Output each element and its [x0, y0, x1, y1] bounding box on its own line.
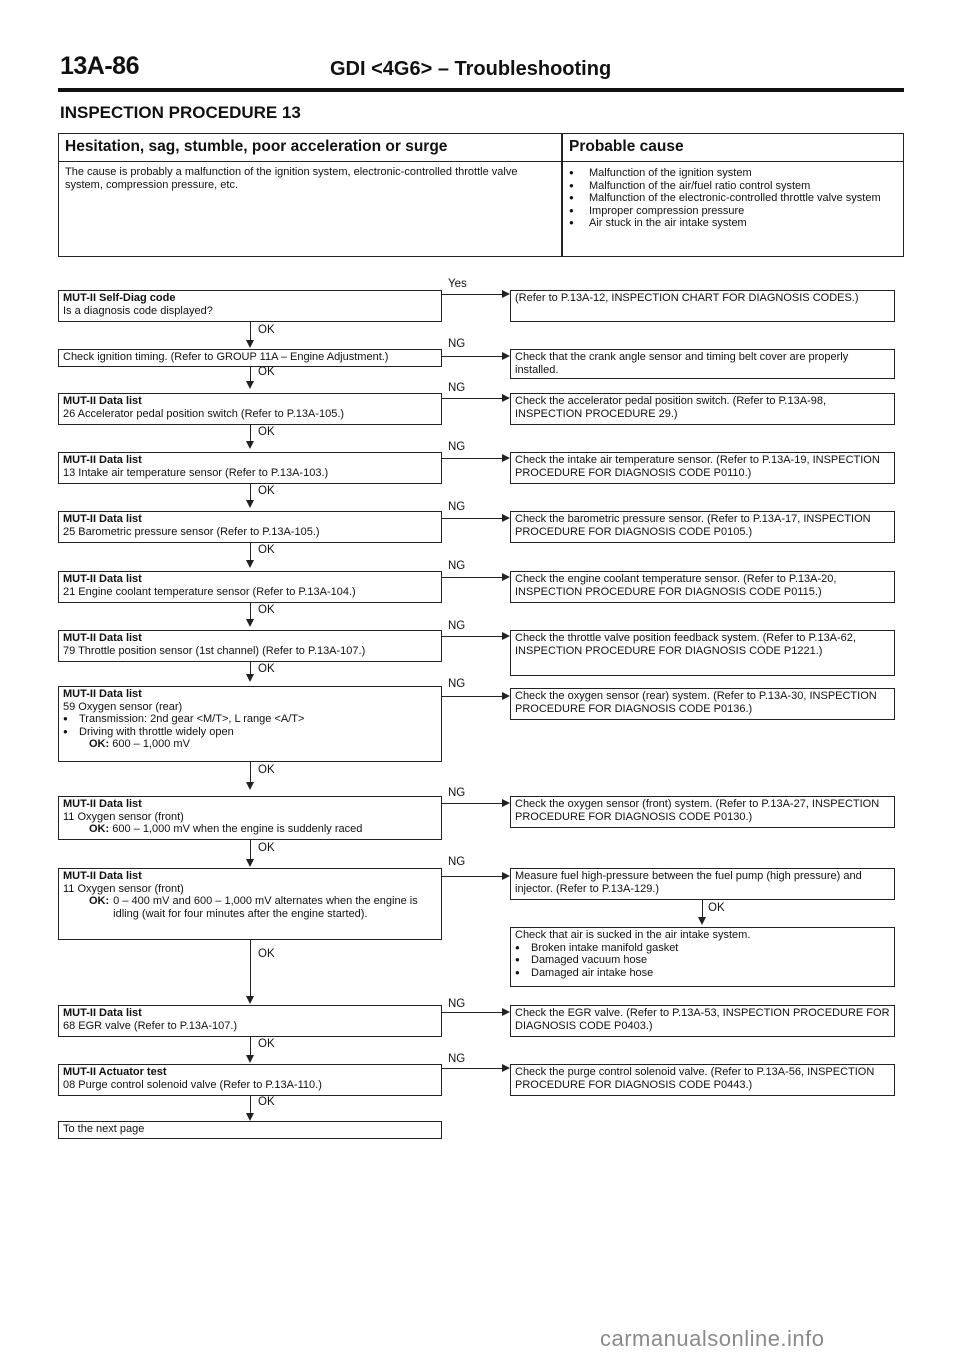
ng-label: NG	[448, 1053, 466, 1065]
step-text: 79 Throttle position sensor (1st channel) (Refer to P.13A-107.)	[63, 644, 366, 657]
ok-criteria-label: OK:	[89, 823, 110, 835]
arrow-right-icon	[502, 573, 510, 581]
cause-item: ● Malfunction of the electronic-controlled throttle valve system	[569, 192, 894, 205]
connector	[442, 356, 504, 357]
next-page-box: To the next page	[58, 1121, 442, 1139]
watermark: carmanualsonline.info	[600, 1326, 825, 1351]
result-egr-valve: Check the EGR valve. (Refer to P.13A-53, INSPECTION PROCEDURE FOR DIAGNOSIS CODE P0403.)	[510, 1005, 895, 1037]
table-divider	[561, 134, 563, 256]
step-oxygen-front-race	[58, 796, 442, 840]
step-intake-air-temp	[58, 452, 442, 484]
ok-label: OK	[258, 544, 275, 556]
connector	[442, 636, 504, 637]
ok-label: OK	[258, 366, 275, 378]
result-oxygen-rear: Check the oxygen sensor (rear) system. (Refer to P.13A-30, INSPECTION PROCEDURE FOR DIAGNOSIS CODE P0136.)	[510, 688, 895, 720]
arrow-right-icon	[502, 872, 510, 880]
step-title: MUT-II Data list	[63, 454, 142, 466]
arrow-down-icon	[246, 1055, 254, 1063]
check-item: ● Damaged air intake hose	[515, 967, 890, 980]
ok-label: OK	[258, 1038, 275, 1050]
ng-label: NG	[448, 998, 466, 1010]
step-text: 68 EGR valve (Refer to P.13A-107.)	[63, 1019, 238, 1032]
step-text: 08 Purge control solenoid valve (Refer to P.13A-110.)	[63, 1078, 322, 1091]
step-title: MUT-II Data list	[63, 395, 142, 407]
step-text: 59 Oxygen sensor (rear)	[63, 700, 183, 713]
step-text: 25 Barometric pressure sensor (Refer to P.13A-105.)	[63, 525, 320, 538]
arrow-right-icon	[502, 1064, 510, 1072]
step-title: MUT-II Data list	[63, 870, 142, 882]
connector	[442, 1012, 504, 1013]
ng-label: NG	[448, 501, 466, 513]
arrow-down-icon	[246, 782, 254, 790]
ok-label: OK	[258, 764, 275, 776]
connector	[442, 876, 504, 877]
step-title: MUT-II Data list	[63, 1007, 142, 1019]
ok-label: OK	[258, 663, 275, 675]
step-ignition-timing: Check ignition timing. (Refer to GROUP 11A – Engine Adjustment.)	[58, 349, 442, 367]
connector	[442, 518, 504, 519]
ng-label: NG	[448, 441, 466, 453]
arrow-down-icon	[246, 619, 254, 627]
arrow-down-icon	[246, 381, 254, 389]
condition-item: ● Driving with throttle widely open	[63, 726, 437, 739]
connector	[250, 940, 251, 1002]
ok-criteria: 600 – 1,000 mV when the engine is suddenly raced	[112, 823, 363, 835]
page-number: 13A-86	[60, 52, 139, 80]
result-accel-pedal: Check the accelerator pedal position switch. (Refer to P.13A-98, INSPECTION PROCEDURE 29.)	[510, 393, 895, 425]
condition-item: ● Transmission: 2nd gear <M/T>, L range <A/T>	[63, 713, 437, 726]
ok-criteria-label: OK:	[89, 738, 110, 750]
arrow-right-icon	[502, 1008, 510, 1016]
result-coolant-temp: Check the engine coolant temperature sensor. (Refer to P.13A-20, INSPECTION PROCEDURE FOR DIAGNOSIS CODE P0115.)	[510, 571, 895, 603]
connector	[442, 577, 504, 578]
step-text: 11 Oxygen sensor (front)	[63, 810, 184, 823]
arrow-right-icon	[502, 290, 510, 298]
step-throttle-position	[58, 630, 442, 662]
result-barometric: Check the barometric pressure sensor. (Refer to P.13A-17, INSPECTION PROCEDURE FOR DIAGNOSIS CODE P0105.)	[510, 511, 895, 543]
step-title: MUT-II Self-Diag code	[63, 292, 176, 304]
ok-criteria: 600 – 1,000 mV	[112, 738, 190, 750]
arrow-right-icon	[502, 632, 510, 640]
step-barometric	[58, 511, 442, 543]
ok-criteria-label: OK:	[89, 895, 110, 907]
ng-label: NG	[448, 787, 466, 799]
step-purge-solenoid	[58, 1064, 442, 1096]
arrow-right-icon	[502, 454, 510, 462]
connector	[442, 803, 504, 804]
ok-label: OK	[258, 1096, 275, 1108]
connector	[442, 458, 504, 459]
result-crank-sensor: Check that the crank angle sensor and timing belt cover are properly installed.	[510, 349, 895, 379]
result-air-leak	[510, 927, 895, 987]
ng-label: NG	[448, 382, 466, 394]
arrow-down-icon	[246, 996, 254, 1004]
arrow-down-icon	[246, 1113, 254, 1121]
step-title: MUT-II Data list	[63, 573, 142, 585]
arrow-down-icon	[246, 674, 254, 682]
symptom-heading: Hesitation, sag, stumble, poor acceleration or surge	[65, 138, 448, 155]
step-accel-pedal	[58, 393, 442, 425]
cause-item: ● Malfunction of the ignition system	[569, 167, 894, 180]
step-text: 13 Intake air temperature sensor (Refer to P.13A-103.)	[63, 466, 329, 479]
step-title: MUT-II Data list	[63, 513, 142, 525]
connector	[442, 398, 504, 399]
result-fuel-pressure: Measure fuel high-pressure between the fuel pump (high pressure) and injector. (Refer to P.13A-129.)	[510, 868, 895, 900]
yes-label: Yes	[448, 278, 467, 290]
result-throttle-feedback: Check the throttle valve position feedback system. (Refer to P.13A-62, INSPECTION PROCEDURE FOR DIAGNOSIS CODE P1221.)	[510, 630, 895, 676]
step-title: MUT-II Data list	[63, 688, 142, 700]
ok-label: OK	[258, 842, 275, 854]
step-text: Check that air is sucked in the air intake system.	[515, 929, 751, 941]
ok-label: OK	[258, 426, 275, 438]
arrow-right-icon	[502, 352, 510, 360]
step-title: MUT-II Actuator test	[63, 1066, 167, 1078]
step-self-diag	[58, 290, 442, 322]
symptom-table	[58, 133, 904, 257]
step-oxygen-front-idle	[58, 868, 442, 940]
ng-label: NG	[448, 338, 466, 350]
table-header-rule	[59, 161, 903, 162]
result-purge-solenoid: Check the purge control solenoid valve. (Refer to P.13A-56, INSPECTION PROCEDURE FOR DIAGNOSIS CODE P0443.)	[510, 1064, 895, 1096]
step-text: 21 Engine coolant temperature sensor (Refer to P.13A-104.)	[63, 585, 356, 598]
arrow-down-icon	[246, 560, 254, 568]
cause-item: ● Malfunction of the air/fuel ratio control system	[569, 180, 894, 193]
procedure-title: INSPECTION PROCEDURE 13	[60, 103, 301, 122]
document-title: GDI <4G6> – Troubleshooting	[330, 58, 612, 80]
arrow-down-icon	[246, 340, 254, 348]
cause-item: ● Improper compression pressure	[569, 205, 894, 218]
probable-cause-heading: Probable cause	[569, 138, 684, 155]
step-text: Is a diagnosis code displayed?	[63, 304, 213, 317]
ok-label: OK	[258, 324, 275, 336]
step-coolant-temp	[58, 571, 442, 603]
arrow-down-icon	[246, 859, 254, 867]
arrow-right-icon	[502, 692, 510, 700]
arrow-right-icon	[502, 394, 510, 402]
result-oxygen-front: Check the oxygen sensor (front) system. (Refer to P.13A-27, INSPECTION PROCEDURE FOR DIAGNOSIS CODE P0130.)	[510, 796, 895, 828]
header-rule	[58, 88, 904, 92]
check-item: ● Damaged vacuum hose	[515, 954, 890, 967]
ng-label: NG	[448, 678, 466, 690]
cause-item: ● Air stuck in the air intake system	[569, 217, 894, 230]
ok-criteria: 0 – 400 mV and 600 – 1,000 mV alternates when the engine is idling (wait for four minutes after the engine started).	[113, 895, 418, 920]
arrow-right-icon	[502, 514, 510, 522]
step-title: MUT-II Data list	[63, 632, 142, 644]
connector	[442, 1068, 504, 1069]
step-egr-valve	[58, 1005, 442, 1037]
connector	[442, 696, 504, 697]
step-oxygen-rear	[58, 686, 442, 762]
arrow-down-icon	[246, 441, 254, 449]
step-text: 26 Accelerator pedal position switch (Refer to P.13A-105.)	[63, 407, 345, 420]
cause-list	[569, 167, 894, 230]
check-item: ● Broken intake manifold gasket	[515, 942, 890, 955]
step-text: 11 Oxygen sensor (front)	[63, 882, 184, 895]
step-title: MUT-II Data list	[63, 798, 142, 810]
ok-label: OK	[258, 604, 275, 616]
arrow-down-icon	[698, 917, 706, 925]
arrow-down-icon	[246, 500, 254, 508]
ok-label: OK	[258, 485, 275, 497]
arrow-right-icon	[502, 799, 510, 807]
connector	[442, 294, 504, 295]
ok-label: OK	[258, 948, 275, 960]
ng-label: NG	[448, 620, 466, 632]
result-diag-chart: (Refer to P.13A-12, INSPECTION CHART FOR DIAGNOSIS CODES.)	[510, 290, 895, 322]
ng-label: NG	[448, 856, 466, 868]
result-intake-air-temp: Check the intake air temperature sensor. (Refer to P.13A-19, INSPECTION PROCEDURE FOR DIAGNOSIS CODE P0110.)	[510, 452, 895, 484]
symptom-description: The cause is probably a malfunction of the ignition system, electronic-controlled throttle valve system, compression pressure, etc.	[65, 166, 518, 191]
ng-label: NG	[448, 560, 466, 572]
ok-label: OK	[708, 902, 725, 914]
